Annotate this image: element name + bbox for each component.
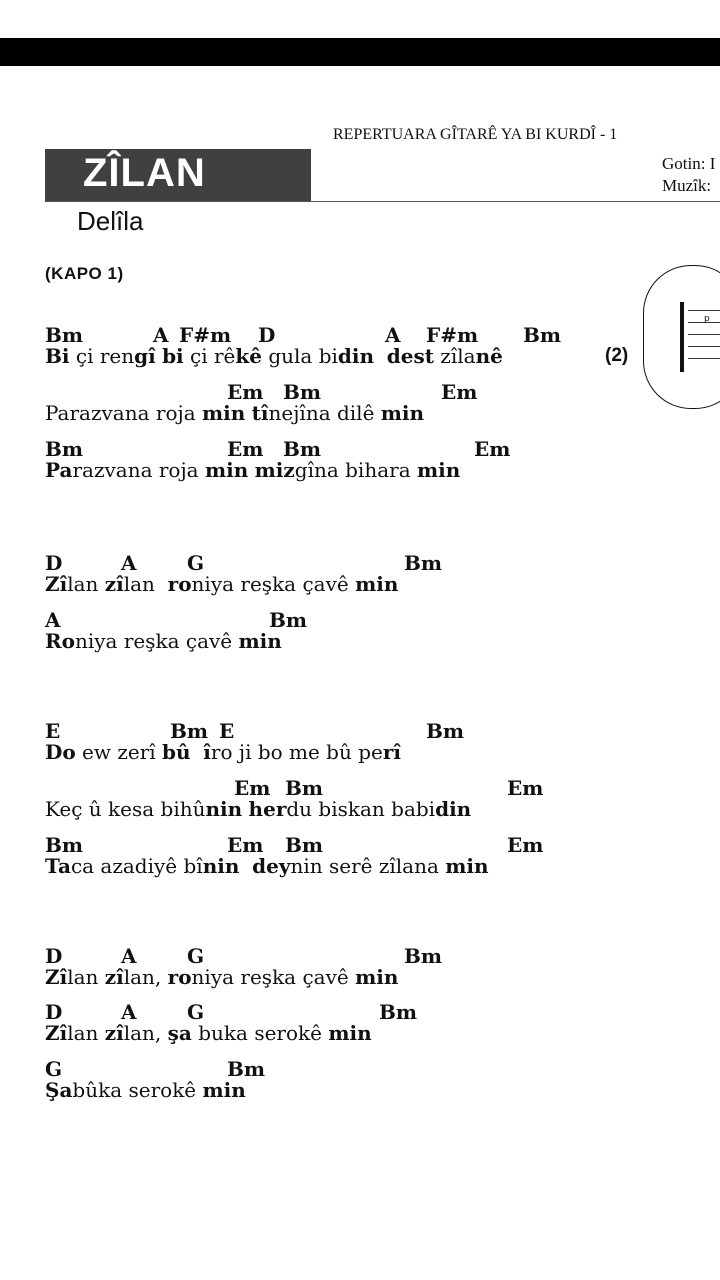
lyric-line: [45, 572, 398, 596]
stressed-syllable: din: [337, 344, 375, 368]
lyric-text: niya reşka çavê: [191, 572, 356, 596]
song-title-box: [45, 149, 311, 201]
lyric-text: nejîna dilê: [268, 401, 381, 425]
chord: Bm: [227, 1057, 266, 1081]
lyric-text: lan,: [123, 1021, 168, 1045]
repeat-count: (2): [605, 345, 629, 366]
chord: A: [121, 551, 137, 575]
stressed-syllable: dey: [252, 854, 291, 878]
chord: G: [187, 944, 205, 968]
lyric-line: [45, 797, 471, 821]
chord: Em: [227, 437, 264, 461]
stressed-syllable: nê: [475, 344, 503, 368]
stressed-syllable: nin: [205, 797, 243, 821]
chord: E: [219, 719, 235, 743]
stressed-syllable: zî: [104, 1021, 124, 1045]
song-title: ZÎLAN: [83, 151, 206, 195]
stressed-syllable: min: [238, 629, 282, 653]
lyric-text: niya reşka çavê: [74, 629, 239, 653]
chord: Bm: [45, 437, 84, 461]
chord: F#m: [179, 323, 232, 347]
chord: A: [121, 944, 137, 968]
stressed-syllable: Ta: [45, 854, 71, 878]
stressed-syllable: din: [435, 797, 472, 821]
stressed-syllable: Bi: [45, 344, 70, 368]
chord: D: [45, 551, 63, 575]
chord: A: [153, 323, 169, 347]
stressed-syllable: Do: [45, 740, 76, 764]
lyric-text: lan: [67, 572, 105, 596]
series-header: REPERTUARA GÎTARÊ YA BI KURDÎ - 1: [333, 126, 618, 143]
lyric-line: [45, 854, 489, 878]
lyric-text: lan: [67, 1021, 105, 1045]
stressed-syllable: zî: [104, 572, 124, 596]
lyric-line: [45, 1021, 372, 1045]
stressed-syllable: min: [202, 1078, 246, 1102]
stressed-syllable: min: [204, 458, 249, 482]
stressed-syllable: bi: [162, 344, 184, 368]
lyric-text: çi ren: [69, 344, 135, 368]
chord: D: [45, 944, 63, 968]
chord: G: [187, 1000, 205, 1024]
lyric-line: [45, 344, 503, 368]
lyric-text: [191, 740, 204, 764]
chord: Bm: [523, 323, 562, 347]
lyric-text: [374, 344, 387, 368]
credits: [662, 153, 715, 197]
stressed-syllable: dest: [386, 344, 434, 368]
chord: Bm: [283, 380, 322, 404]
chord: G: [187, 551, 205, 575]
lyric-text: gula bi: [261, 344, 338, 368]
stressed-syllable: min: [380, 401, 425, 425]
lyric-text: ca azadiyê bî: [70, 854, 203, 878]
lyric-text: gîna bihara: [294, 458, 417, 482]
chord: Em: [441, 380, 478, 404]
chord: Bm: [269, 608, 308, 632]
chord: Bm: [283, 437, 322, 461]
stressed-syllable: zî: [104, 965, 124, 989]
chord: A: [45, 608, 61, 632]
lyrics-credit: Gotin: I: [662, 154, 716, 173]
stressed-syllable: Ro: [45, 629, 75, 653]
lyric-text: bûka serokê: [72, 1078, 203, 1102]
capo-note: (KAPO 1): [45, 264, 124, 283]
lyric-text: buka serokê: [191, 1021, 329, 1045]
lyric-text: zîla: [433, 344, 476, 368]
stressed-syllable: î: [203, 740, 211, 764]
chord: Bm: [285, 833, 324, 857]
stressed-syllable: Pa: [45, 458, 73, 482]
lyric-text: lan: [123, 572, 168, 596]
chord: Bm: [45, 323, 84, 347]
chord: E: [45, 719, 61, 743]
lyric-line: [45, 740, 401, 764]
header-rule: [45, 201, 720, 202]
lyric-line: [45, 401, 424, 425]
chord: Em: [507, 776, 544, 800]
lyric-text: razvana roja: [72, 458, 205, 482]
stressed-syllable: ro: [167, 965, 192, 989]
lyric-text: nin serê zîlana: [290, 854, 446, 878]
chord: Bm: [285, 776, 324, 800]
lyric-text: çi rê: [183, 344, 236, 368]
lyric-text: [239, 854, 252, 878]
artist-name: Delîla: [77, 206, 144, 236]
lyric-text: ro ji bo me bû pe: [210, 740, 383, 764]
stressed-syllable: şa: [167, 1021, 192, 1045]
stressed-syllable: Zî: [45, 1021, 68, 1045]
chord: Em: [507, 833, 544, 857]
chord: G: [45, 1057, 63, 1081]
stressed-syllable: rî: [382, 740, 401, 764]
lyric-line: [45, 1078, 246, 1102]
lyric-text: Keç û kesa bihû: [45, 797, 206, 821]
stressed-syllable: ro: [167, 572, 192, 596]
chord: Bm: [404, 551, 443, 575]
chord: Em: [227, 380, 264, 404]
lyric-text: lan: [67, 965, 105, 989]
stressed-syllable: Zî: [45, 572, 68, 596]
music-credit: Muzîk:: [662, 176, 712, 195]
stressed-syllable: min: [355, 572, 399, 596]
stressed-syllable: min: [201, 401, 246, 425]
stressed-syllable: min: [328, 1021, 372, 1045]
lyric-text: Parazvana roja: [45, 401, 202, 425]
stressed-syllable: Şa: [45, 1078, 73, 1102]
stressed-syllable: bû: [162, 740, 191, 764]
lyric-line: [45, 458, 460, 482]
lyric-text: ew zerî: [75, 740, 163, 764]
repeat-sign-icon: p: [643, 265, 720, 409]
chord: A: [121, 1000, 137, 1024]
chord: Em: [474, 437, 511, 461]
stressed-syllable: min: [416, 458, 461, 482]
stressed-syllable: min: [355, 965, 399, 989]
chord: Bm: [170, 719, 209, 743]
lyric-line: [45, 629, 282, 653]
chord: D: [258, 323, 276, 347]
chord: Bm: [45, 833, 84, 857]
chord: Bm: [404, 944, 443, 968]
stressed-syllable: miz: [254, 458, 295, 482]
stressed-syllable: kê: [235, 344, 262, 368]
chord: Em: [234, 776, 271, 800]
chord: A: [385, 323, 401, 347]
lyric-text: niya reşka çavê: [191, 965, 356, 989]
stressed-syllable: her: [248, 797, 287, 821]
status-bar-strip: [0, 38, 720, 66]
lyric-text: du biskan babi: [286, 797, 436, 821]
lyric-line: [45, 965, 398, 989]
chord: Bm: [379, 1000, 418, 1024]
stressed-syllable: tî: [251, 401, 269, 425]
stressed-syllable: gî: [134, 344, 156, 368]
chord: D: [45, 1000, 63, 1024]
stressed-syllable: Zî: [45, 965, 68, 989]
chord: Bm: [426, 719, 465, 743]
stressed-syllable: min: [445, 854, 489, 878]
stressed-syllable: nin: [202, 854, 240, 878]
chord: Em: [227, 833, 264, 857]
lyric-text: lan,: [123, 965, 168, 989]
chord: F#m: [426, 323, 479, 347]
